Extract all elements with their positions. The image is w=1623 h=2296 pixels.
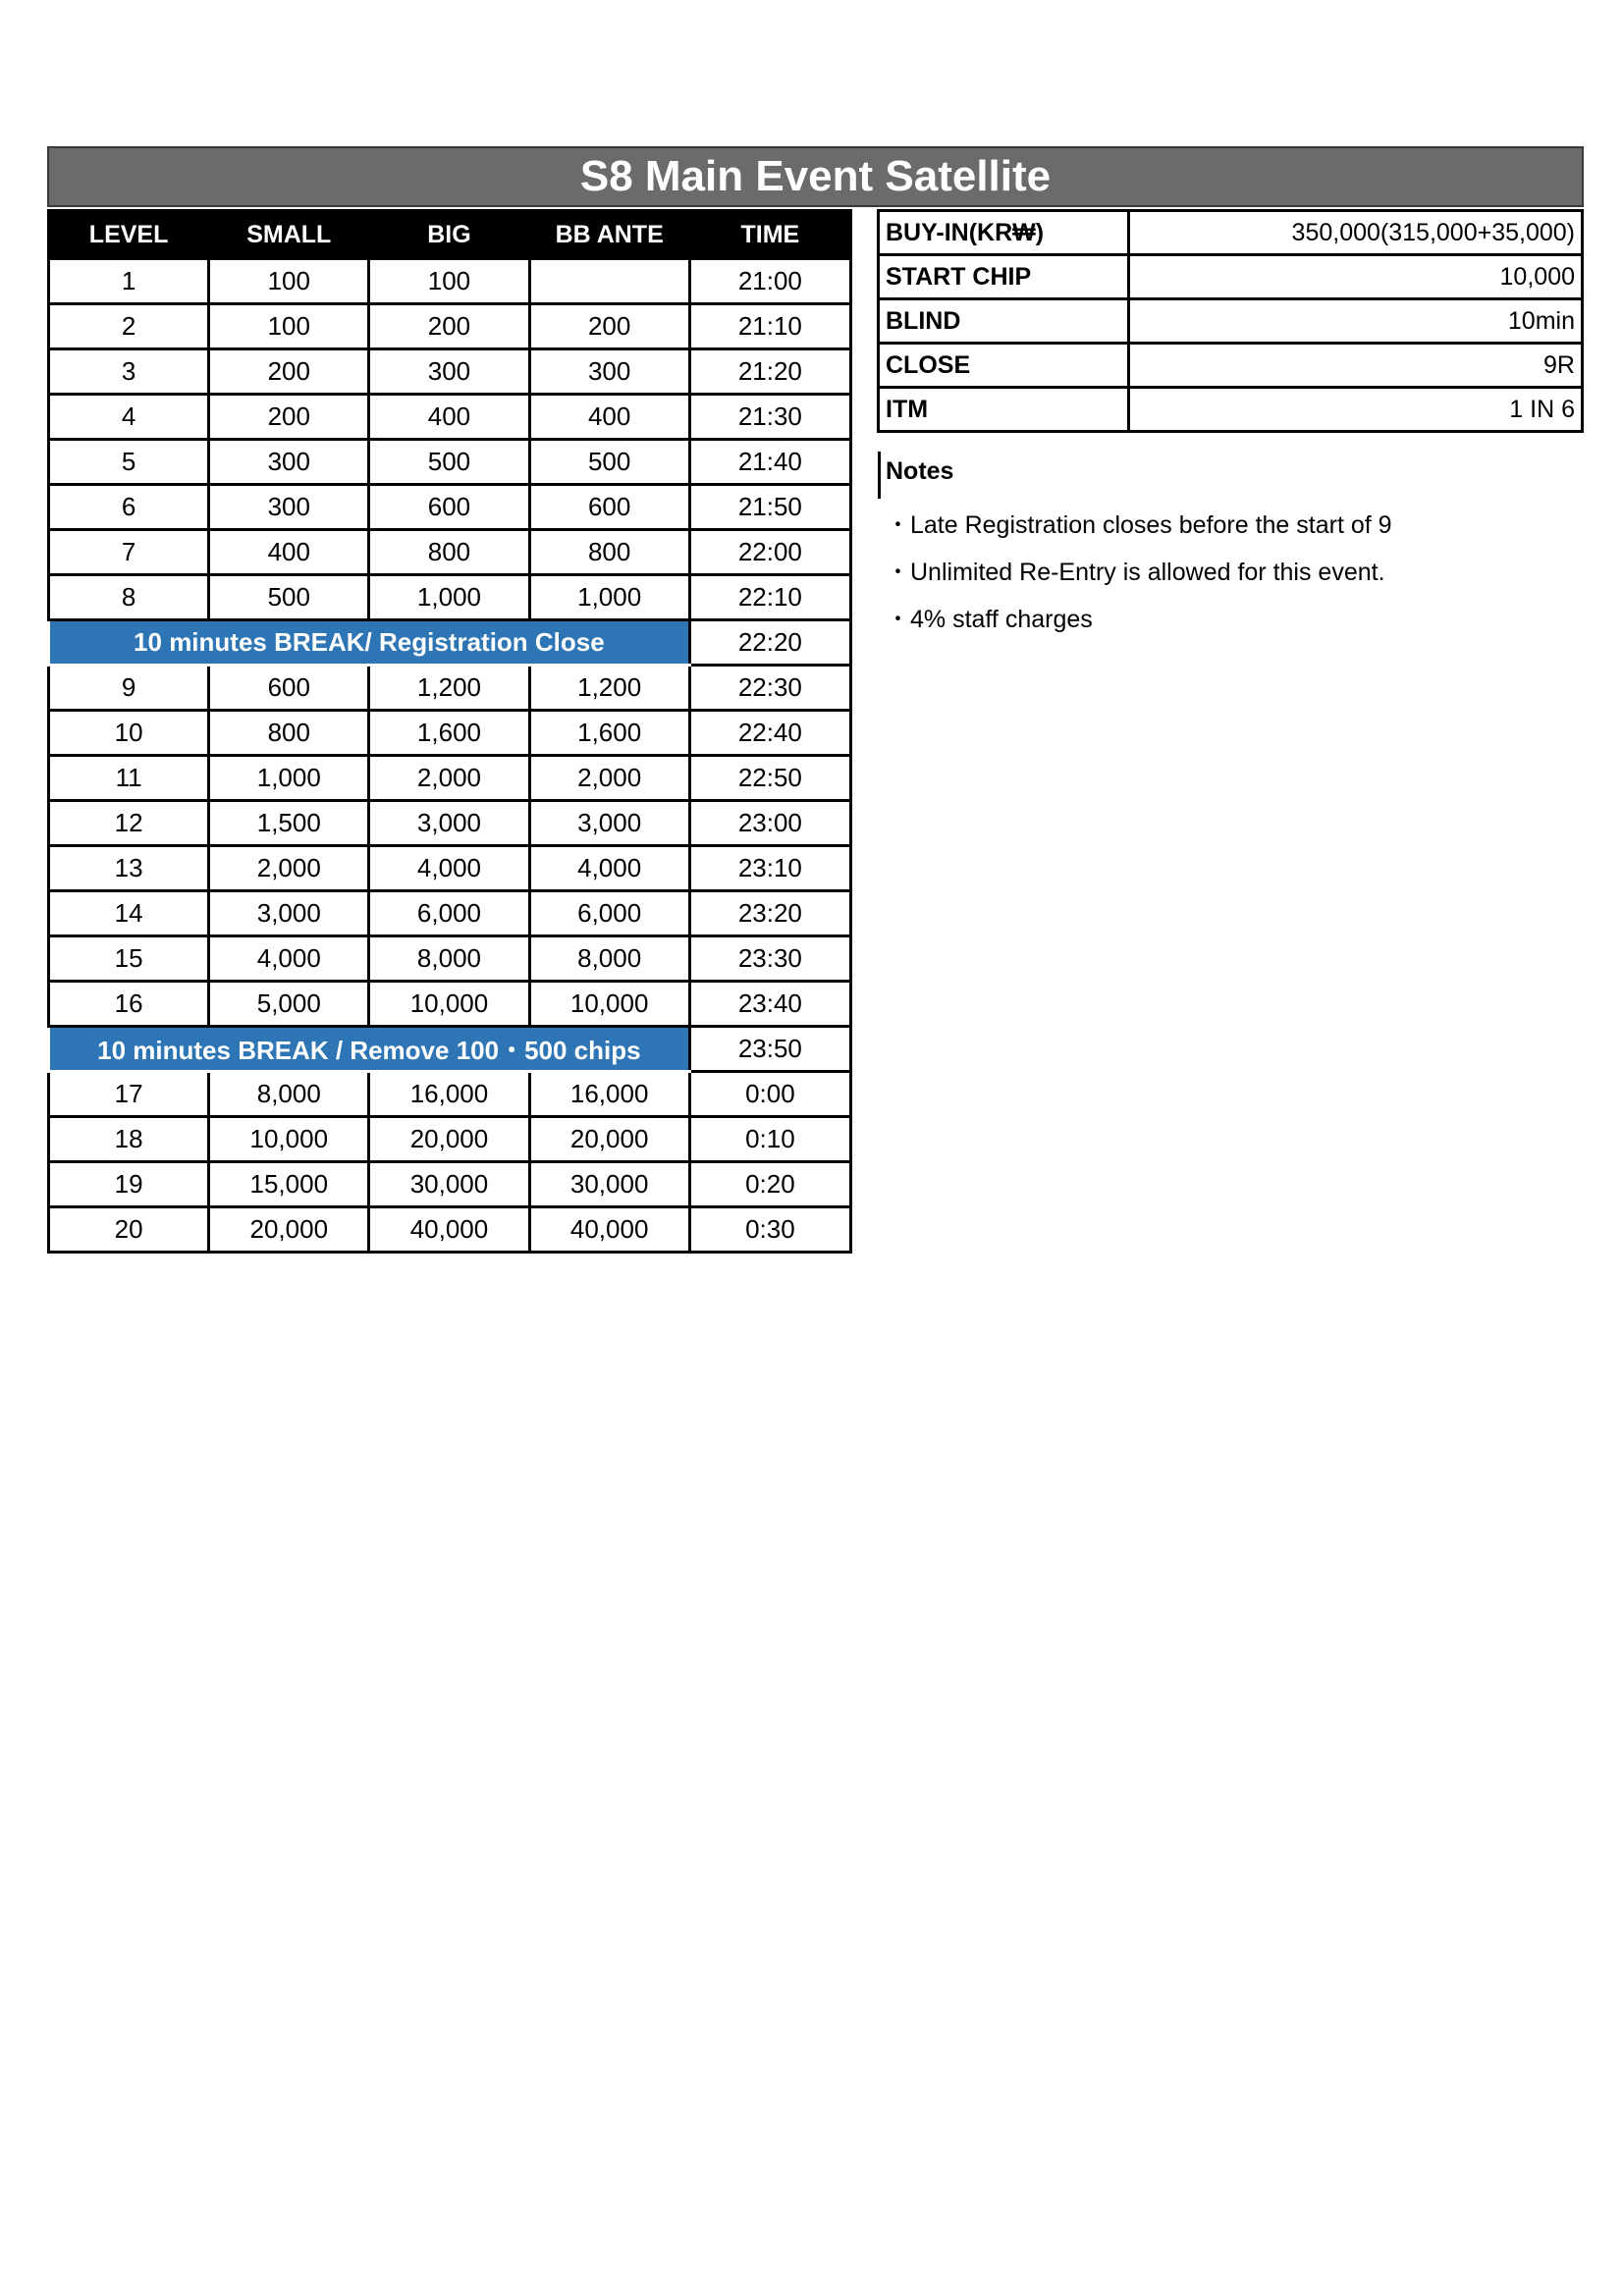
level-cell: 15 bbox=[49, 936, 209, 982]
time-cell: 23:40 bbox=[689, 982, 850, 1027]
header-small: SMALL bbox=[209, 211, 369, 259]
level-row bbox=[49, 349, 851, 395]
big-blind-cell: 600 bbox=[369, 485, 529, 530]
info-row bbox=[879, 344, 1583, 388]
info-value: 1 IN 6 bbox=[1129, 388, 1583, 432]
level-cell: 4 bbox=[49, 395, 209, 440]
header-big: BIG bbox=[369, 211, 529, 259]
bb-ante-cell: 20,000 bbox=[529, 1117, 689, 1162]
small-blind-cell: 500 bbox=[209, 575, 369, 620]
break-row bbox=[49, 620, 851, 666]
event-info-body bbox=[879, 211, 1583, 432]
level-cell: 11 bbox=[49, 756, 209, 801]
big-blind-cell: 400 bbox=[369, 395, 529, 440]
bb-ante-cell: 4,000 bbox=[529, 846, 689, 891]
big-blind-cell: 3,000 bbox=[369, 801, 529, 846]
break-row bbox=[49, 1027, 851, 1072]
small-blind-cell: 5,000 bbox=[209, 982, 369, 1027]
small-blind-cell: 200 bbox=[209, 395, 369, 440]
event-title: S8 Main Event Satellite bbox=[47, 146, 1584, 207]
level-cell: 3 bbox=[49, 349, 209, 395]
small-blind-cell: 10,000 bbox=[209, 1117, 369, 1162]
small-blind-cell: 600 bbox=[209, 666, 369, 711]
level-row bbox=[49, 891, 851, 936]
big-blind-cell: 40,000 bbox=[369, 1207, 529, 1253]
big-blind-cell: 8,000 bbox=[369, 936, 529, 982]
level-row bbox=[49, 801, 851, 846]
time-cell: 22:00 bbox=[689, 530, 850, 575]
notes-divider bbox=[878, 452, 881, 499]
time-cell: 23:50 bbox=[689, 1027, 850, 1072]
level-cell: 1 bbox=[49, 259, 209, 304]
time-cell: 0:10 bbox=[689, 1117, 850, 1162]
bb-ante-cell: 30,000 bbox=[529, 1162, 689, 1207]
blind-table-header-row bbox=[49, 211, 851, 259]
bb-ante-cell: 2,000 bbox=[529, 756, 689, 801]
info-label: START CHIP bbox=[879, 255, 1129, 299]
level-row bbox=[49, 485, 851, 530]
time-cell: 22:20 bbox=[689, 620, 850, 666]
big-blind-cell: 30,000 bbox=[369, 1162, 529, 1207]
time-cell: 21:50 bbox=[689, 485, 850, 530]
time-cell: 23:00 bbox=[689, 801, 850, 846]
time-cell: 21:30 bbox=[689, 395, 850, 440]
small-blind-cell: 100 bbox=[209, 259, 369, 304]
small-blind-cell: 4,000 bbox=[209, 936, 369, 982]
time-cell: 23:20 bbox=[689, 891, 850, 936]
level-row bbox=[49, 575, 851, 620]
break-label: 10 minutes BREAK/ Registration Close bbox=[49, 620, 690, 666]
small-blind-cell: 300 bbox=[209, 440, 369, 485]
bb-ante-cell: 400 bbox=[529, 395, 689, 440]
bb-ante-cell: 200 bbox=[529, 304, 689, 349]
small-blind-cell: 20,000 bbox=[209, 1207, 369, 1253]
event-info-table bbox=[877, 209, 1584, 433]
note-item: ・4% staff charges bbox=[886, 606, 1093, 633]
big-blind-cell: 500 bbox=[369, 440, 529, 485]
blind-table-body bbox=[49, 259, 851, 1253]
small-blind-cell: 200 bbox=[209, 349, 369, 395]
bb-ante-cell: 16,000 bbox=[529, 1072, 689, 1117]
time-cell: 0:00 bbox=[689, 1072, 850, 1117]
info-value: 10,000 bbox=[1129, 255, 1583, 299]
big-blind-cell: 6,000 bbox=[369, 891, 529, 936]
level-cell: 20 bbox=[49, 1207, 209, 1253]
level-cell: 16 bbox=[49, 982, 209, 1027]
bb-ante-cell: 8,000 bbox=[529, 936, 689, 982]
small-blind-cell: 15,000 bbox=[209, 1162, 369, 1207]
small-blind-cell: 1,500 bbox=[209, 801, 369, 846]
level-row bbox=[49, 304, 851, 349]
level-row bbox=[49, 846, 851, 891]
time-cell: 21:10 bbox=[689, 304, 850, 349]
bb-ante-cell: 600 bbox=[529, 485, 689, 530]
bb-ante-cell: 10,000 bbox=[529, 982, 689, 1027]
level-row bbox=[49, 711, 851, 756]
level-cell: 7 bbox=[49, 530, 209, 575]
info-row bbox=[879, 299, 1583, 344]
level-cell: 13 bbox=[49, 846, 209, 891]
time-cell: 22:40 bbox=[689, 711, 850, 756]
info-value: 10min bbox=[1129, 299, 1583, 344]
big-blind-cell: 1,000 bbox=[369, 575, 529, 620]
level-row bbox=[49, 1162, 851, 1207]
small-blind-cell: 1,000 bbox=[209, 756, 369, 801]
big-blind-cell: 10,000 bbox=[369, 982, 529, 1027]
bb-ante-cell: 1,000 bbox=[529, 575, 689, 620]
bb-ante-cell bbox=[529, 259, 689, 304]
level-cell: 2 bbox=[49, 304, 209, 349]
info-label: CLOSE bbox=[879, 344, 1129, 388]
big-blind-cell: 100 bbox=[369, 259, 529, 304]
time-cell: 22:50 bbox=[689, 756, 850, 801]
level-row bbox=[49, 259, 851, 304]
level-row bbox=[49, 395, 851, 440]
small-blind-cell: 8,000 bbox=[209, 1072, 369, 1117]
info-row bbox=[879, 211, 1583, 255]
small-blind-cell: 400 bbox=[209, 530, 369, 575]
bb-ante-cell: 3,000 bbox=[529, 801, 689, 846]
time-cell: 0:30 bbox=[689, 1207, 850, 1253]
note-item: ・Unlimited Re-Entry is allowed for this event. bbox=[886, 559, 1385, 586]
info-label: BLIND bbox=[879, 299, 1129, 344]
bb-ante-cell: 300 bbox=[529, 349, 689, 395]
level-row bbox=[49, 530, 851, 575]
header-time: TIME bbox=[689, 211, 850, 259]
level-row bbox=[49, 936, 851, 982]
time-cell: 23:10 bbox=[689, 846, 850, 891]
time-cell: 22:30 bbox=[689, 666, 850, 711]
break-label: 10 minutes BREAK / Remove 100・500 chips bbox=[49, 1027, 690, 1072]
bb-ante-cell: 1,200 bbox=[529, 666, 689, 711]
big-blind-cell: 300 bbox=[369, 349, 529, 395]
bb-ante-cell: 40,000 bbox=[529, 1207, 689, 1253]
info-label: ITM bbox=[879, 388, 1129, 432]
header-level: LEVEL bbox=[49, 211, 209, 259]
level-cell: 18 bbox=[49, 1117, 209, 1162]
time-cell: 21:00 bbox=[689, 259, 850, 304]
note-item: ・Late Registration closes before the start of 9 bbox=[886, 511, 1392, 539]
big-blind-cell: 16,000 bbox=[369, 1072, 529, 1117]
small-blind-cell: 2,000 bbox=[209, 846, 369, 891]
level-row bbox=[49, 982, 851, 1027]
small-blind-cell: 100 bbox=[209, 304, 369, 349]
level-cell: 17 bbox=[49, 1072, 209, 1117]
level-row bbox=[49, 1072, 851, 1117]
level-row bbox=[49, 1207, 851, 1253]
level-cell: 19 bbox=[49, 1162, 209, 1207]
bb-ante-cell: 500 bbox=[529, 440, 689, 485]
small-blind-cell: 800 bbox=[209, 711, 369, 756]
small-blind-cell: 3,000 bbox=[209, 891, 369, 936]
time-cell: 22:10 bbox=[689, 575, 850, 620]
level-row bbox=[49, 666, 851, 711]
big-blind-cell: 200 bbox=[369, 304, 529, 349]
level-cell: 5 bbox=[49, 440, 209, 485]
level-cell: 12 bbox=[49, 801, 209, 846]
info-value: 9R bbox=[1129, 344, 1583, 388]
time-cell: 0:20 bbox=[689, 1162, 850, 1207]
level-row bbox=[49, 1117, 851, 1162]
level-row bbox=[49, 440, 851, 485]
bb-ante-cell: 800 bbox=[529, 530, 689, 575]
level-cell: 14 bbox=[49, 891, 209, 936]
time-cell: 21:20 bbox=[689, 349, 850, 395]
small-blind-cell: 300 bbox=[209, 485, 369, 530]
big-blind-cell: 1,600 bbox=[369, 711, 529, 756]
time-cell: 23:30 bbox=[689, 936, 850, 982]
info-row bbox=[879, 255, 1583, 299]
time-cell: 21:40 bbox=[689, 440, 850, 485]
level-cell: 6 bbox=[49, 485, 209, 530]
info-label: BUY-IN(KR₩) bbox=[879, 211, 1129, 255]
big-blind-cell: 800 bbox=[369, 530, 529, 575]
big-blind-cell: 20,000 bbox=[369, 1117, 529, 1162]
level-cell: 10 bbox=[49, 711, 209, 756]
level-row bbox=[49, 756, 851, 801]
header-bb-ante: BB ANTE bbox=[529, 211, 689, 259]
blind-structure-table bbox=[47, 209, 852, 1254]
bb-ante-cell: 6,000 bbox=[529, 891, 689, 936]
info-row bbox=[879, 388, 1583, 432]
big-blind-cell: 1,200 bbox=[369, 666, 529, 711]
big-blind-cell: 2,000 bbox=[369, 756, 529, 801]
big-blind-cell: 4,000 bbox=[369, 846, 529, 891]
bb-ante-cell: 1,600 bbox=[529, 711, 689, 756]
level-cell: 9 bbox=[49, 666, 209, 711]
level-cell: 8 bbox=[49, 575, 209, 620]
info-value: 350,000(315,000+35,000) bbox=[1129, 211, 1583, 255]
notes-title: Notes bbox=[886, 457, 954, 485]
